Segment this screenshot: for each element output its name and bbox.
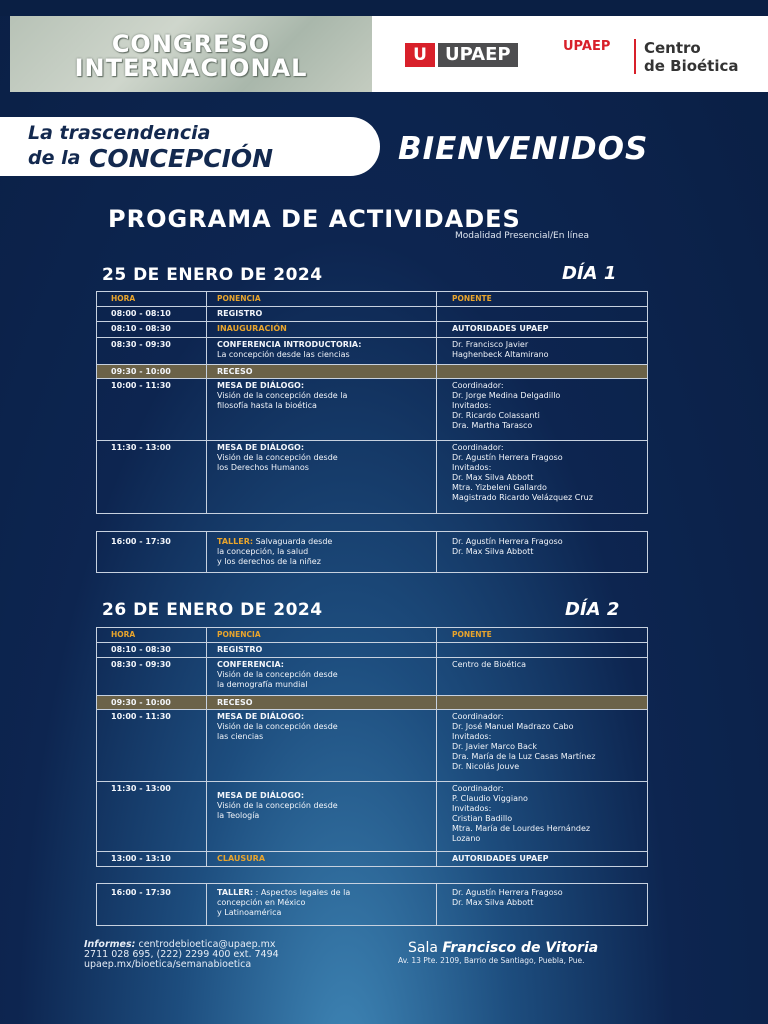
title-line2b: CONCEPCIÓN	[89, 144, 274, 173]
logo-divider	[634, 39, 636, 74]
upaep-logo	[405, 43, 518, 67]
table-row: 11:30 - 13:00 MESA DE DIÁLOGO: Visión de la concepción desde la Teología Coordinador: P. Claudio Viggiano Invitados: Cristian Badillo Mtra. María de Lourdes Hernández Lozano	[97, 782, 648, 852]
congreso-banner	[10, 16, 372, 92]
upaep-wordmark: UPAEP	[438, 43, 518, 67]
table-row: 08:00 - 08:10 REGISTRO	[97, 307, 648, 322]
table-row: 08:30 - 09:30 CONFERENCIA: Visión de la concepción desde la demografía mundial Centro de Bioética	[97, 658, 648, 696]
day1-schedule-table	[96, 291, 648, 514]
day2-date: 26 DE ENERO DE 2024	[102, 600, 323, 620]
table-row: 08:30 - 09:30 CONFERENCIA INTRODUCTORIA: La concepción desde las ciencias Dr. Francisco Javier Haghenbeck Altamirano	[97, 338, 648, 365]
upaep-u-mark: U	[405, 43, 435, 67]
table-row: 10:00 - 11:30 MESA DE DIÁLOGO: Visión de la concepción desde la filosofía hasta la bioética Coordinador: Dr. Jorge Medina Delgadillo Invitados: Dr. Ricardo Colassanti Dra. Martha Tarasco	[97, 379, 648, 441]
top-strip	[0, 0, 768, 16]
title-line1: La trascendencia	[28, 122, 211, 144]
table-header: HORA PONENCIA PONENTE	[97, 628, 648, 643]
welcome-heading: BIENVENIDOS	[398, 131, 649, 167]
upaep-small-logo: UPAEP	[563, 39, 611, 54]
day2-taller-table	[96, 883, 648, 926]
contact-web: upaep.mx/bioetica/semanabioetica	[84, 959, 252, 970]
col-ponente: PONENTE	[437, 292, 648, 307]
table-row: 11:30 - 13:00 MESA DE DIÁLOGO: Visión de la concepción desde los Derechos Humanos Coordinador: Dr. Agustín Herrera Fragoso Invitados: Dr. Max Silva Abbott Mtra. Yizbeleni Gallardo Magistrado Ricardo Velázquez Cruz	[97, 441, 648, 514]
informes-label: Informes:	[84, 939, 136, 950]
table-row: 08:10 - 08:30 INAUGURACIÓN AUTORIDADES UPAEP	[97, 322, 648, 338]
congreso-line1: CONGRESO	[111, 30, 271, 58]
title-line2a: de la	[28, 147, 81, 169]
day2-schedule-table	[96, 627, 648, 867]
program-heading: PROGRAMA DE ACTIVIDADES	[108, 205, 521, 233]
day1-date: 25 DE ENERO DE 2024	[102, 265, 323, 285]
modality-text: Modalidad Presencial/En línea	[455, 231, 590, 241]
table-row-taller: 16:00 - 17:30 TALLER: : Aspectos legales de la concepción en México y Latinoamérica Dr. Agustín Herrera Fragoso Dr. Max Silva Abbott	[97, 884, 648, 926]
table-header	[97, 292, 648, 307]
event-title-pill	[0, 117, 380, 176]
table-row: 10:00 - 11:30 MESA DE DIÁLOGO: Visión de la concepción desde las ciencias Coordinador: Dr. José Manuel Madrazo Cabo Invitados: Dr. Javier Marco Back Dra. María de la Luz Casas Martínez Dr. Nicolás Jouve	[97, 710, 648, 782]
table-row: 08:10 - 08:30 REGISTRO	[97, 643, 648, 658]
day2-label: DÍA 2	[565, 599, 620, 620]
logo-panel	[372, 16, 768, 92]
venue-name: Sala Francisco de Vitoria	[408, 940, 599, 956]
contact-info	[84, 940, 279, 970]
congreso-line2: INTERNACIONAL	[74, 54, 308, 82]
day1-label: DÍA 1	[562, 263, 617, 284]
venue-address: Av. 13 Pte. 2109, Barrio de Santiago, Puebla, Pue.	[398, 956, 585, 965]
table-row-recess: 09:30 - 10:00 RECESO	[97, 696, 648, 710]
col-ponencia: PONENCIA	[207, 292, 437, 307]
col-hora: HORA	[97, 292, 207, 307]
day1-taller-table	[96, 531, 648, 573]
table-row-taller: 16:00 - 17:30 TALLER: Salvaguarda desde la concepción, la salud y los derechos de la niñez Dr. Agustín Herrera Fragoso Dr. Max Silva Abbott	[97, 532, 648, 573]
contact-email: centrodebioetica@upaep.mx	[135, 939, 276, 950]
table-row-recess: 09:30 - 10:00 RECESO	[97, 365, 648, 379]
contact-phones: 2711 028 695, (222) 2299 400 ext. 7494	[84, 949, 279, 960]
table-row: 13:00 - 13:10 CLAUSURA AUTORIDADES UPAEP	[97, 852, 648, 867]
centro-bioetica-logo: Centro de Bioética	[644, 39, 739, 75]
